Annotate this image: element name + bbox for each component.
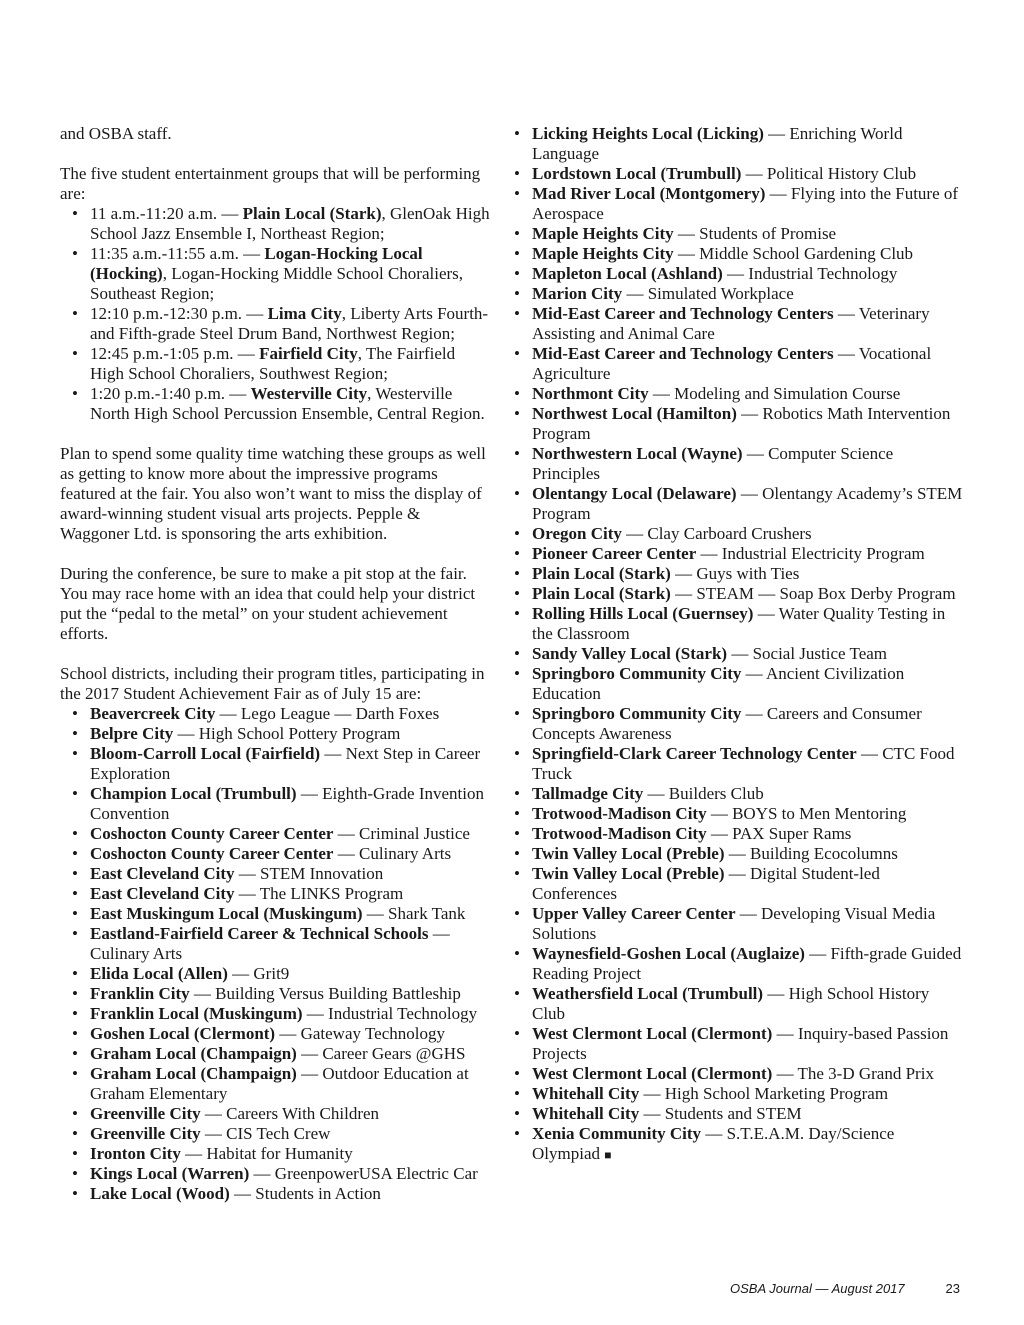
list-item: • West Clermont Local (Clermont) — Inquiry-based Passion Projects xyxy=(514,1024,964,1064)
list-item: • Maple Heights City — Students of Promise xyxy=(514,224,964,244)
list-item: • East Cleveland City — The LINKS Program xyxy=(72,884,490,904)
list-item: • 11 a.m.-11:20 a.m. — Plain Local (Stark), GlenOak High School Jazz Ensemble I, Northeast Region; xyxy=(72,204,490,244)
list-item: • Maple Heights City — Middle School Gardening Club xyxy=(514,244,964,264)
list-item: • Licking Heights Local (Licking) — Enriching World Language xyxy=(514,124,964,164)
list-item: • Belpre City — High School Pottery Program xyxy=(72,724,490,744)
intro-fragment: and OSBA staff. xyxy=(60,124,172,143)
list-item: • East Cleveland City — STEM Innovation xyxy=(72,864,490,884)
list-item: • Franklin City — Building Versus Building Battleship xyxy=(72,984,490,1004)
list-item: • Mapleton Local (Ashland) — Industrial Technology xyxy=(514,264,964,284)
list-item: • 11:35 a.m.-11:55 a.m. — Logan-Hocking Local (Hocking), Logan-Hocking Middle School Choraliers, Southeast Region; xyxy=(72,244,490,304)
list-item: • Xenia Community City — S.T.E.A.M. Day/Science Olympiad ■ xyxy=(514,1124,964,1165)
list-item: • Upper Valley Career Center — Developing Visual Media Solutions xyxy=(514,904,964,944)
list-item: • Greenville City — Careers With Children xyxy=(72,1104,490,1124)
list-item: • Mid-East Career and Technology Centers — Veterinary Assisting and Animal Care xyxy=(514,304,964,344)
end-of-article-mark: ■ xyxy=(604,1148,612,1162)
list-item: • Goshen Local (Clermont) — Gateway Technology xyxy=(72,1024,490,1044)
list-item: • Whitehall City — High School Marketing Program xyxy=(514,1084,964,1104)
list-item: • Coshocton County Career Center — Culinary Arts xyxy=(72,844,490,864)
list-item: • Greenville City — CIS Tech Crew xyxy=(72,1124,490,1144)
list-item: • Mad River Local (Montgomery) — Flying into the Future of Aerospace xyxy=(514,184,964,224)
list-item: • Northmont City — Modeling and Simulation Course xyxy=(514,384,964,404)
list-item: • Oregon City — Clay Carboard Crushers xyxy=(514,524,964,544)
participants-list-right xyxy=(514,124,964,1165)
list-item: • Waynesfield-Goshen Local (Auglaize) — Fifth-grade Guided Reading Project xyxy=(514,944,964,984)
list-item: • Rolling Hills Local (Guernsey) — Water Quality Testing in the Classroom xyxy=(514,604,964,644)
list-item: • Lake Local (Wood) — Students in Action xyxy=(72,1184,490,1204)
list-item: • West Clermont Local (Clermont) — The 3-D Grand Prix xyxy=(514,1064,964,1084)
list-item: • Mid-East Career and Technology Centers — Vocational Agriculture xyxy=(514,344,964,384)
list-item: • Marion City — Simulated Workplace xyxy=(514,284,964,304)
list-item: • Tallmadge City — Builders Club xyxy=(514,784,964,804)
list-item: • 1:20 p.m.-1:40 p.m. — Westerville City, Westerville North High School Percussion Ensemble, Central Region. xyxy=(72,384,490,424)
left-column xyxy=(60,124,490,1204)
list-item: • Springboro Community City — Careers and Consumer Concepts Awareness xyxy=(514,704,964,744)
list-item: • Trotwood-Madison City — PAX Super Rams xyxy=(514,824,964,844)
list-item: • Bloom-Carroll Local (Fairfield) — Next Step in Career Exploration xyxy=(72,744,490,784)
list-item: • Beavercreek City — Lego League — Darth Foxes xyxy=(72,704,490,724)
participants-list-left xyxy=(60,704,490,1204)
list-item: • Whitehall City — Students and STEM xyxy=(514,1104,964,1124)
list-item: • Elida Local (Allen) — Grit9 xyxy=(72,964,490,984)
list-item: • Twin Valley Local (Preble) — Digital Student-led Conferences xyxy=(514,864,964,904)
journal-title: OSBA Journal — August 2017 xyxy=(730,1281,905,1296)
list-item: • Graham Local (Champaign) — Career Gears @GHS xyxy=(72,1044,490,1064)
list-item: • Twin Valley Local (Preble) — Building Ecocolumns xyxy=(514,844,964,864)
list-item: • Weathersfield Local (Trumbull) — High School History Club xyxy=(514,984,964,1024)
page-number: 23 xyxy=(945,1281,960,1296)
list-item: • Springfield-Clark Career Technology Center — CTC Food Truck xyxy=(514,744,964,784)
list-item: • Pioneer Career Center — Industrial Electricity Program xyxy=(514,544,964,564)
performers-list xyxy=(60,204,490,424)
list-item: • Sandy Valley Local (Stark) — Social Justice Team xyxy=(514,644,964,664)
paragraph-plan: Plan to spend some quality time watching these groups as well as getting to know more about the impressive programs featured at the fair. You also won’t want to miss the display of award-winning student visual arts projects. Pepple & Waggoner Ltd. is sponsoring the arts exhibition. xyxy=(60,444,486,543)
list-item: • Ironton City — Habitat for Humanity xyxy=(72,1144,490,1164)
list-item: • Plain Local (Stark) — STEAM — Soap Box Derby Program xyxy=(514,584,964,604)
list-item: • Coshocton County Career Center — Criminal Justice xyxy=(72,824,490,844)
list-item: • Graham Local (Champaign) — Outdoor Education at Graham Elementary xyxy=(72,1064,490,1104)
list-item: • Kings Local (Warren) — GreenpowerUSA Electric Car xyxy=(72,1164,490,1184)
right-column xyxy=(514,124,964,1165)
list-item: • 12:10 p.m.-12:30 p.m. — Lima City, Liberty Arts Fourth- and Fifth-grade Steel Drum Band, Northwest Region; xyxy=(72,304,490,344)
list-item: • Olentangy Local (Delaware) — Olentangy Academy’s STEM Program xyxy=(514,484,964,524)
list-item: • East Muskingum Local (Muskingum) — Shark Tank xyxy=(72,904,490,924)
list-item: • Northwest Local (Hamilton) — Robotics Math Intervention Program xyxy=(514,404,964,444)
list-item: • Franklin Local (Muskingum) — Industrial Technology xyxy=(72,1004,490,1024)
list-item: • Springboro Community City — Ancient Civilization Education xyxy=(514,664,964,704)
list-item: • Northwestern Local (Wayne) — Computer Science Principles xyxy=(514,444,964,484)
list-item: • Trotwood-Madison City — BOYS to Men Mentoring xyxy=(514,804,964,824)
paragraph-pitstop: During the conference, be sure to make a pit stop at the fair. You may race home with an idea that could help your district put the “pedal to the metal” on your student achievement efforts. xyxy=(60,564,476,643)
list-item: • Lordstown Local (Trumbull) — Political History Club xyxy=(514,164,964,184)
participants-heading: School districts, including their program titles, participating in the 2017 Student Achievement Fair as of July 15 are: xyxy=(60,664,485,703)
list-item: • 12:45 p.m.-1:05 p.m. — Fairfield City, The Fairfield High School Choraliers, Southwest Region; xyxy=(72,344,490,384)
list-item: • Eastland-Fairfield Career & Technical Schools — Culinary Arts xyxy=(72,924,490,964)
list-item: • Plain Local (Stark) — Guys with Ties xyxy=(514,564,964,584)
list-item: • Champion Local (Trumbull) — Eighth-Grade Invention Convention xyxy=(72,784,490,824)
performers-heading: The five student entertainment groups that will be performing are: xyxy=(60,164,481,203)
